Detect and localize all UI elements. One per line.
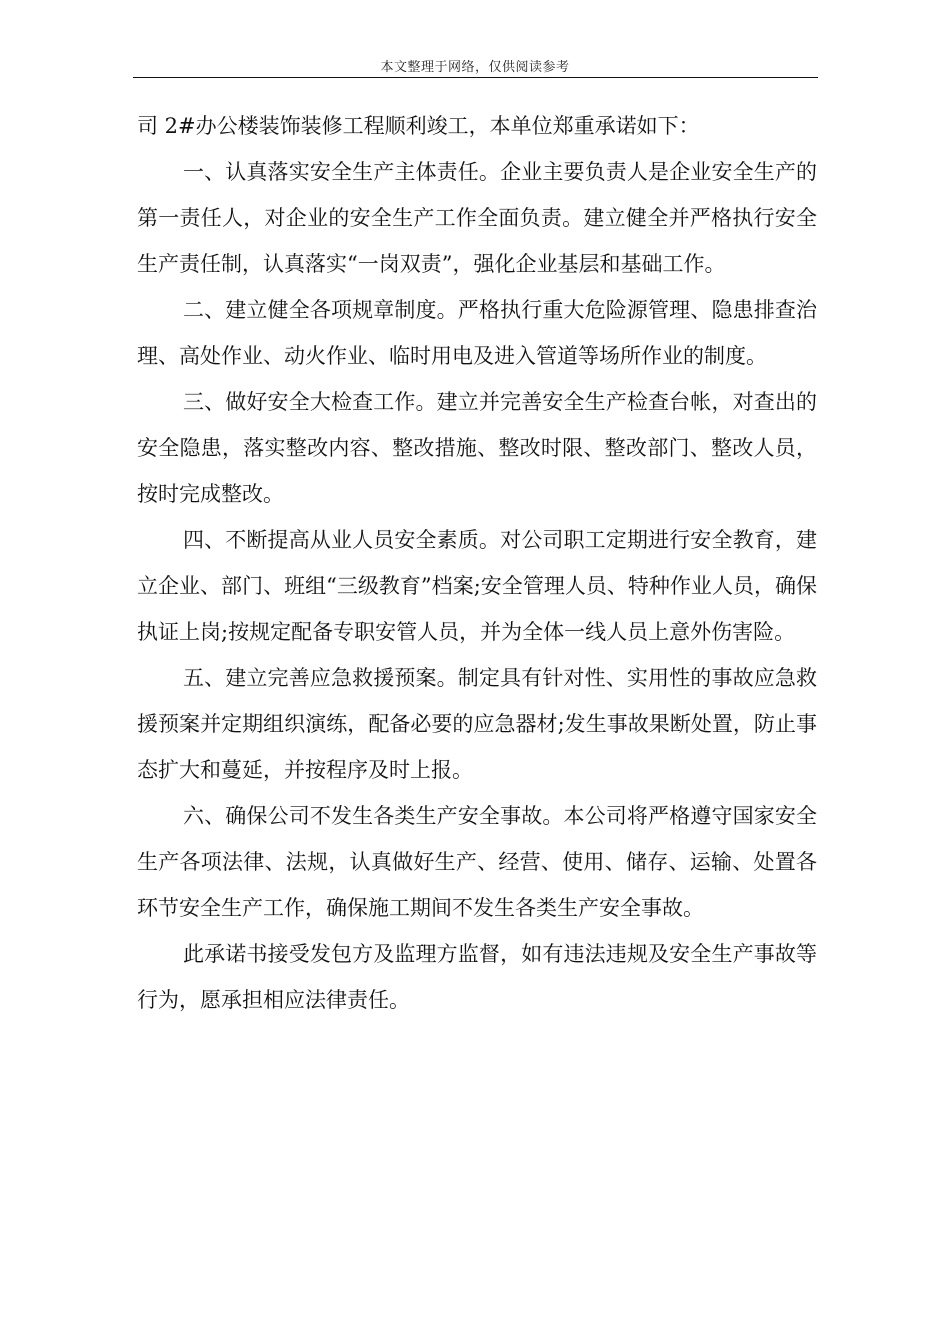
paragraph-continuation: 司 2#办公楼装饰装修工程顺利竣工，本单位郑重承诺如下：: [137, 114, 700, 138]
header-divider: [133, 77, 818, 78]
paragraph-closing: 此承诺书接受发包方及监理方监督，如有违法违规及安全生产事故等行为，愿承担相应法律责任。: [137, 942, 817, 1012]
document-body: [137, 103, 817, 1023]
paragraph-item-5: 五、建立完善应急救援预案。制定具有针对性、实用性的事故应急救援预案并定期组织演练，配备必要的应急器材;发生事故果断处置，防止事态扩大和蔓延，并按程序及时上报。: [137, 666, 817, 782]
paragraph-item-3: 三、做好安全大检查工作。建立并完善安全生产检查台帐，对查出的安全隐患，落实整改内容、整改措施、整改时限、整改部门、整改人员，按时完成整改。: [137, 390, 817, 506]
paragraph-item-6: 六、确保公司不发生各类生产安全事故。本公司将严格遵守国家安全生产各项法律、法规，认真做好生产、经营、使用、储存、运输、处置各环节安全生产工作，确保施工期间不发生各类生产安全事故。: [137, 804, 817, 920]
paragraph-item-1: 一、认真落实安全生产主体责任。企业主要负责人是企业安全生产的第一责任人，对企业的安全生产工作全面负责。建立健全并严格执行安全生产责任制，认真落实“一岗双责”，强化企业基层和基础工作。: [137, 160, 817, 276]
paragraph-item-4: 四、不断提高从业人员安全素质。对公司职工定期进行安全教育，建立企业、部门、班组“三级教育”档案;安全管理人员、特种作业人员，确保执证上岗;按规定配备专职安管人员，并为全体一线人员上意外伤害险。: [137, 528, 817, 644]
paragraph-item-2: 二、建立健全各项规章制度。严格执行重大危险源管理、隐患排查治理、高处作业、动火作业、临时用电及进入管道等场所作业的制度。: [137, 298, 817, 368]
page-header: 本文整理于网络，仅供阅读参考: [380, 60, 570, 75]
